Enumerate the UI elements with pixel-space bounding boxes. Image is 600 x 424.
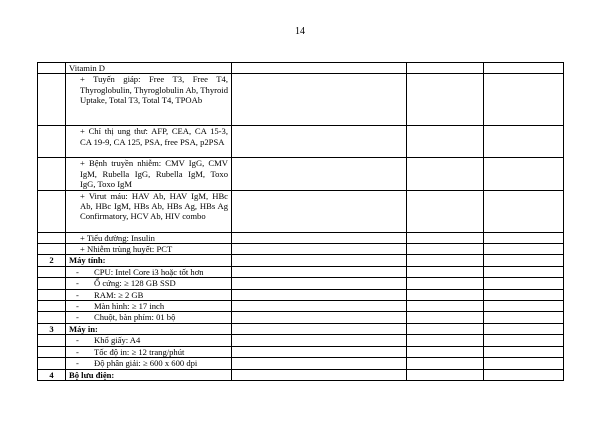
table-row	[38, 158, 564, 190]
cell-number	[38, 63, 66, 74]
item-text: + Nhiễm trùng huyết: PCT	[66, 244, 232, 255]
page-number: 14	[295, 26, 305, 37]
item-text: + Bệnh truyền nhiễm: CMV IgG, CMV IgM, Rubella IgG, Rubella IgM, Toxo IgG, Toxo IgM	[66, 158, 232, 190]
cell-number	[38, 244, 66, 255]
item-text: Ổ cứng: ≥ 128 GB SSD	[94, 278, 176, 289]
cell-empty	[232, 266, 407, 277]
item-text: + Chỉ thị ung thư: AFP, CEA, CA 15-3, CA 19-9, CA 125, PSA, free PSA, p2PSA	[66, 126, 232, 158]
item-heading: Máy in:	[66, 323, 232, 334]
table-row	[38, 335, 564, 346]
item-bullet	[66, 266, 232, 277]
item-text: Màn hình: ≥ 17 inch	[94, 301, 165, 312]
table-row	[38, 278, 564, 289]
cell-empty	[407, 278, 484, 289]
item-text: RAM: ≥ 2 GB	[94, 289, 144, 300]
cell-number	[38, 358, 66, 369]
cell-empty	[484, 323, 564, 334]
table-row	[38, 232, 564, 243]
cell-empty	[407, 74, 484, 126]
cell-empty	[407, 301, 484, 312]
cell-empty	[407, 126, 484, 158]
cell-empty	[484, 301, 564, 312]
item-bullet	[66, 312, 232, 323]
cell-empty	[232, 74, 407, 126]
item-text: Chuột, bàn phím: 01 bộ	[94, 312, 176, 323]
cell-empty	[232, 301, 407, 312]
cell-empty	[407, 369, 484, 380]
dash-bullet: -	[76, 266, 79, 277]
cell-empty	[407, 190, 484, 232]
table-row	[38, 369, 564, 380]
item-bullet	[66, 335, 232, 346]
cell-number	[38, 289, 66, 300]
item-text: CPU: Intel Core i3 hoặc tốt hơn	[94, 266, 204, 277]
table-row	[38, 63, 564, 74]
item-bullet	[66, 358, 232, 369]
table-row	[38, 358, 564, 369]
cell-empty	[484, 335, 564, 346]
cell-empty	[232, 369, 407, 380]
table-row	[38, 312, 564, 323]
item-bullet	[66, 278, 232, 289]
cell-empty	[407, 63, 484, 74]
table-row	[38, 266, 564, 277]
cell-empty	[484, 190, 564, 232]
dash-bullet: -	[76, 335, 79, 346]
cell-empty	[232, 190, 407, 232]
cell-empty	[232, 63, 407, 74]
cell-empty	[407, 346, 484, 357]
cell-number	[38, 190, 66, 232]
item-text: Khổ giấy: A4	[94, 335, 141, 346]
dash-bullet: -	[76, 312, 79, 323]
cell-empty	[232, 335, 407, 346]
dash-bullet: -	[76, 301, 79, 312]
dash-bullet: -	[76, 278, 79, 289]
cell-empty	[232, 126, 407, 158]
cell-empty	[232, 323, 407, 334]
cell-empty	[484, 255, 564, 266]
item-text: Vitamin D	[66, 63, 232, 74]
cell-empty	[407, 289, 484, 300]
cell-number: 2	[38, 255, 66, 266]
cell-number	[38, 126, 66, 158]
item-text: + Tuyến giáp: Free T3, Free T4, Thyroglobulin, Thyroglobulin Ab, Thyroid Uptake, Total T3, Total T4, TPOAb	[66, 74, 232, 126]
cell-number	[38, 335, 66, 346]
cell-empty	[407, 158, 484, 190]
item-text: Tốc độ in: ≥ 12 trang/phút	[94, 346, 185, 357]
dash-bullet: -	[76, 289, 79, 300]
cell-empty	[232, 158, 407, 190]
cell-number	[38, 312, 66, 323]
cell-empty	[407, 335, 484, 346]
cell-empty	[407, 358, 484, 369]
cell-empty	[484, 312, 564, 323]
item-text: Độ phân giải: ≥ 600 x 600 dpi	[94, 358, 198, 369]
cell-empty	[484, 278, 564, 289]
cell-empty	[232, 358, 407, 369]
cell-empty	[484, 346, 564, 357]
cell-empty	[407, 232, 484, 243]
cell-empty	[407, 255, 484, 266]
cell-empty	[484, 369, 564, 380]
cell-empty	[484, 266, 564, 277]
cell-number	[38, 158, 66, 190]
cell-empty	[232, 346, 407, 357]
table-row	[38, 74, 564, 126]
cell-empty	[484, 126, 564, 158]
item-text: + Virut máu: HAV Ab, HAV IgM, HBc Ab, HBc IgM, HBs Ab, HBs Ag, HBs Ag Confirmatory, HCV Ab, HIV combo	[66, 190, 232, 232]
specification-table	[37, 62, 564, 381]
cell-empty	[232, 232, 407, 243]
table-row	[38, 289, 564, 300]
item-text: + Tiểu đường: Insulin	[66, 232, 232, 243]
cell-empty	[407, 323, 484, 334]
cell-empty	[484, 63, 564, 74]
table-row	[38, 255, 564, 266]
cell-number: 4	[38, 369, 66, 380]
table-row	[38, 126, 564, 158]
cell-empty	[232, 289, 407, 300]
table-row	[38, 301, 564, 312]
cell-number: 3	[38, 323, 66, 334]
cell-empty	[407, 312, 484, 323]
item-heading: Máy tính:	[66, 255, 232, 266]
cell-number	[38, 346, 66, 357]
table-row	[38, 346, 564, 357]
table-row	[38, 244, 564, 255]
item-heading: Bộ lưu điện:	[66, 369, 232, 380]
table-row	[38, 323, 564, 334]
item-bullet	[66, 289, 232, 300]
cell-empty	[232, 312, 407, 323]
dash-bullet: -	[76, 358, 79, 369]
item-bullet	[66, 346, 232, 357]
cell-empty	[232, 244, 407, 255]
cell-number	[38, 74, 66, 126]
cell-number	[38, 278, 66, 289]
cell-number	[38, 232, 66, 243]
cell-empty	[484, 289, 564, 300]
cell-empty	[484, 244, 564, 255]
cell-empty	[407, 266, 484, 277]
cell-empty	[232, 278, 407, 289]
item-bullet	[66, 301, 232, 312]
cell-empty	[484, 358, 564, 369]
dash-bullet: -	[76, 346, 79, 357]
cell-number	[38, 301, 66, 312]
table-row	[38, 190, 564, 232]
cell-empty	[232, 255, 407, 266]
cell-empty	[484, 158, 564, 190]
cell-empty	[407, 244, 484, 255]
cell-empty	[484, 232, 564, 243]
cell-empty	[484, 74, 564, 126]
cell-number	[38, 266, 66, 277]
